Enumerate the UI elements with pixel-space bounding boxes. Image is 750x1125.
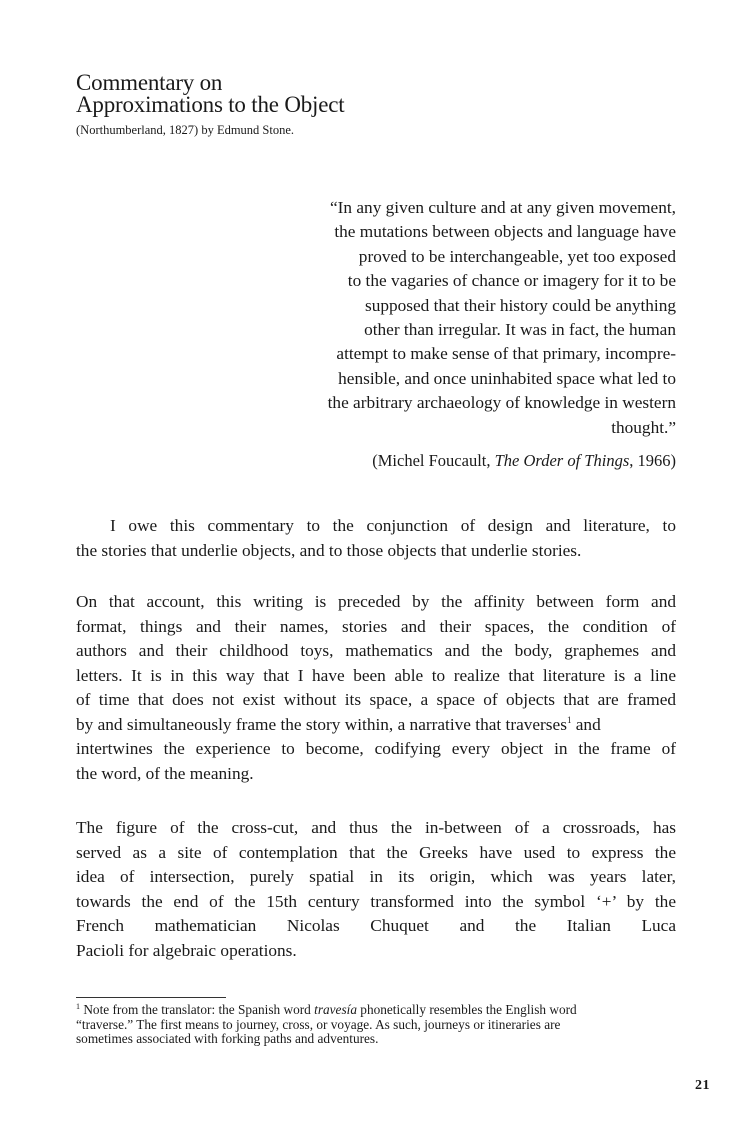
epigraph-line: thought.”	[611, 417, 676, 437]
epigraph-line: hensible, and once uninhabited space what led to	[338, 368, 676, 388]
epigraph-line: attempt to make sense of that primary, incompre-	[336, 344, 676, 364]
paragraph-line: towards the end of the 15th century transformed into the symbol ‘+’ by the	[76, 891, 676, 911]
paragraph-line: format, things and their names, stories and their spaces, the condition of	[76, 616, 676, 636]
citation-author: (Michel Foucault,	[372, 451, 495, 470]
footnote-divider	[76, 997, 226, 998]
title-line-1: Commentary on	[76, 70, 223, 95]
paragraph-line: authors and their childhood toys, mathematics and the body, graphemes and	[76, 641, 676, 660]
paragraph-line-with-footnote	[76, 713, 676, 738]
citation-work-title: The Order of Things	[494, 451, 630, 470]
paragraph-line: The figure of the cross-cut, and thus the in-between of a crossroads, has	[76, 818, 676, 837]
body-paragraph-1	[76, 514, 676, 563]
footnote-text: Note from the translator: the Spanish word	[80, 1002, 315, 1017]
paragraph-line: I owe this commentary to the conjunction of design and literature, to	[110, 516, 676, 535]
body-paragraph-2	[76, 590, 676, 786]
paragraph-line: Pacioli for algebraic operations.	[76, 940, 297, 960]
paragraph-line: intertwines the experience to become, codifying every object in the frame of	[76, 739, 676, 758]
page-number: 21	[695, 1078, 710, 1093]
epigraph-line: “In any given culture and at any given movement,	[330, 198, 676, 217]
page-title	[76, 72, 636, 116]
paragraph-line: French mathematician Nicolas Chuquet and the Italian Luca	[76, 916, 676, 935]
footnote-text: phonetically resembles the English word	[356, 1002, 577, 1017]
paragraph-line-tail: and	[571, 714, 601, 734]
footnote-number: 1	[76, 1002, 80, 1011]
epigraph-quote	[276, 196, 676, 440]
epigraph-line: the mutations between objects and language have	[334, 222, 676, 242]
paragraph-line: letters. It is in this way that I have been able to realize that literature is a line	[76, 665, 676, 685]
title-line-2: Approximations to the Object	[76, 92, 345, 117]
footnote-line: “traverse.” The first means to journey, cross, or voyage. As such, journeys or itineraries are	[76, 1016, 561, 1032]
paragraph-line: of time that does not exist without its space, a space of objects that are framed	[76, 690, 676, 709]
paragraph-line: On that account, this writing is preceded by the affinity between form and	[76, 592, 676, 611]
body-paragraph-3	[76, 816, 676, 963]
paragraph-line: served as a site of contemplation that the Greeks have used to express the	[76, 842, 676, 862]
citation-year: , 1966)	[629, 451, 676, 470]
paragraph-line: the word, of the meaning.	[76, 763, 254, 783]
footnote-marker[interactable]: 1	[566, 714, 572, 725]
footnote	[76, 1003, 676, 1047]
epigraph-line: supposed that their history could be anything	[364, 295, 676, 315]
paragraph-line: the stories that underlie objects, and to those objects that underlie stories.	[76, 540, 582, 560]
epigraph-line: proved to be interchangeable, yet too exposed	[358, 246, 676, 266]
footnote-line: sometimes associated with forking paths and adventures.	[76, 1031, 379, 1046]
footnote-line	[76, 1003, 676, 1018]
paragraph-line: idea of intersection, purely spatial in its origin, which was years later,	[76, 867, 676, 886]
page-subtitle: (Northumberland, 1827) by Edmund Stone.	[76, 123, 295, 137]
epigraph-line: to the vagaries of chance or imagery for it to be	[347, 271, 676, 291]
epigraph-citation	[276, 450, 676, 472]
paragraph-line-text: by and simultaneously frame the story within, a narrative that traverses	[76, 714, 567, 734]
epigraph-line: the arbitrary archaeology of knowledge in western	[327, 393, 676, 413]
footnote-word: travesía	[314, 1002, 357, 1017]
epigraph-line: other than irregular. It was in fact, the human	[364, 320, 676, 340]
